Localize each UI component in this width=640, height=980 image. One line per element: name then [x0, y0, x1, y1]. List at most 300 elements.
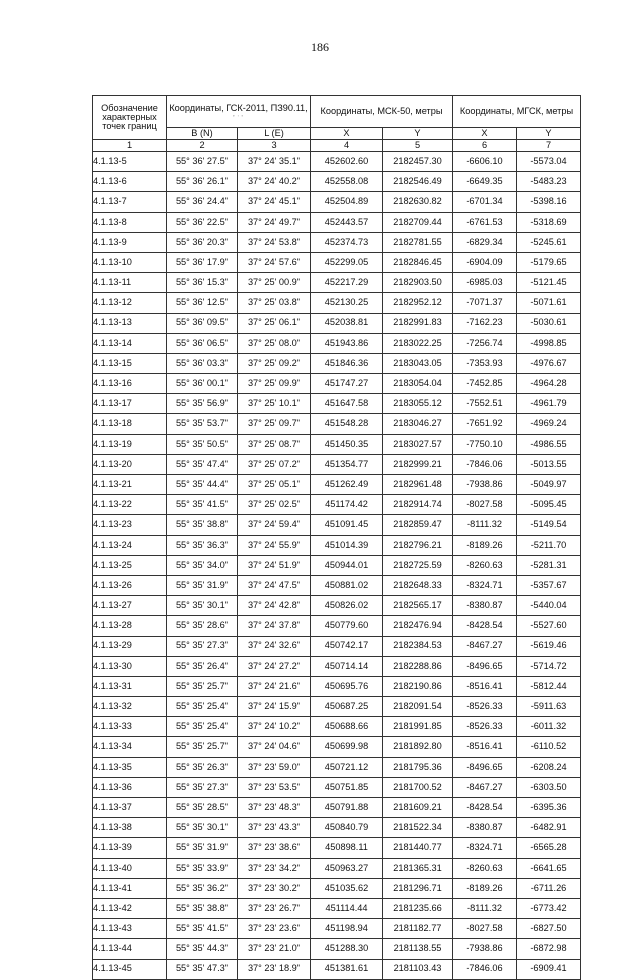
- msk-y-cell: 2181795.36: [383, 757, 453, 777]
- table-row: [93, 414, 581, 434]
- msk-y-cell: 2182781.55: [383, 232, 453, 252]
- mgsk-x-cell: -8467.27: [453, 777, 517, 797]
- table-row: [93, 596, 581, 616]
- longitude-cell: 37° 24' 15.9": [238, 697, 311, 717]
- latitude-cell: 55° 36' 24.4": [167, 192, 238, 212]
- point-id-cell: 4.1.13-42: [93, 898, 167, 918]
- latitude-cell: 55° 35' 47.4": [167, 454, 238, 474]
- msk-x-cell: 450695.76: [311, 676, 383, 696]
- latitude-cell: 55° 35' 25.4": [167, 697, 238, 717]
- msk-y-cell: 2182648.33: [383, 575, 453, 595]
- mgsk-x-cell: -8516.41: [453, 737, 517, 757]
- table-row: [93, 313, 581, 333]
- msk-y-cell: 2182546.49: [383, 172, 453, 192]
- mgsk-x-cell: -8260.63: [453, 555, 517, 575]
- mgsk-y-cell: -5121.45: [517, 273, 581, 293]
- table-row: [93, 374, 581, 394]
- point-id-cell: 4.1.13-39: [93, 838, 167, 858]
- page-number: 186: [311, 40, 329, 54]
- point-id-cell: 4.1.13-36: [93, 777, 167, 797]
- mgsk-y-cell: -5049.97: [517, 475, 581, 495]
- msk-x-cell: 452130.25: [311, 293, 383, 313]
- msk-x-cell: 450688.66: [311, 717, 383, 737]
- mgsk-y-cell: -5071.61: [517, 293, 581, 313]
- msk-y-cell: 2182288.86: [383, 656, 453, 676]
- table-row: [93, 777, 581, 797]
- msk-y-cell: 2182859.47: [383, 515, 453, 535]
- msk-y-cell: 2182476.94: [383, 616, 453, 636]
- longitude-cell: 37° 23' 34.2": [238, 858, 311, 878]
- mgsk-y-cell: -5281.31: [517, 555, 581, 575]
- point-id-cell: 4.1.13-41: [93, 878, 167, 898]
- mgsk-x-cell: -8324.71: [453, 575, 517, 595]
- mgsk-x-cell: -7452.85: [453, 374, 517, 394]
- msk-y-cell: 2182457.30: [383, 152, 453, 172]
- latitude-cell: 55° 36' 00.1": [167, 374, 238, 394]
- point-id-cell: 4.1.13-32: [93, 697, 167, 717]
- mgsk-x-cell: -8496.65: [453, 656, 517, 676]
- msk-y-cell: 2182796.21: [383, 535, 453, 555]
- point-id-cell: 4.1.13-29: [93, 636, 167, 656]
- table-row: [93, 515, 581, 535]
- msk-x-cell: 450751.85: [311, 777, 383, 797]
- msk-y-cell: 2182846.45: [383, 252, 453, 272]
- msk-y-cell: 2183027.57: [383, 434, 453, 454]
- latitude-cell: 55° 35' 25.7": [167, 737, 238, 757]
- header-designation-line-2: характерных: [102, 111, 157, 122]
- point-id-cell: 4.1.13-16: [93, 374, 167, 394]
- table-row: [93, 394, 581, 414]
- header-mgsk-title: Координаты, МГСК, метры: [459, 105, 574, 116]
- column-number: 1: [93, 140, 167, 152]
- mgsk-y-cell: -6482.91: [517, 818, 581, 838]
- mgsk-x-cell: -7938.86: [453, 475, 517, 495]
- point-id-cell: 4.1.13-35: [93, 757, 167, 777]
- column-number: 7: [517, 140, 581, 152]
- mgsk-y-cell: -4969.24: [517, 414, 581, 434]
- table-row: [93, 757, 581, 777]
- latitude-cell: 55° 35' 38.8": [167, 515, 238, 535]
- mgsk-y-cell: -5095.45: [517, 495, 581, 515]
- mgsk-x-cell: -7846.06: [453, 959, 517, 979]
- point-id-cell: 4.1.13-20: [93, 454, 167, 474]
- mgsk-x-cell: -8027.58: [453, 495, 517, 515]
- msk-x-cell: 452038.81: [311, 313, 383, 333]
- mgsk-y-cell: -6773.42: [517, 898, 581, 918]
- mgsk-x-cell: -8526.33: [453, 697, 517, 717]
- mgsk-x-cell: -7256.74: [453, 333, 517, 353]
- header-designation-line-1: Обозначение: [101, 102, 158, 113]
- mgsk-x-cell: -6761.53: [453, 212, 517, 232]
- longitude-cell: 37° 25' 08.0": [238, 333, 311, 353]
- mgsk-y-cell: -6303.50: [517, 777, 581, 797]
- header-gsk-units: ° ' ": [232, 113, 244, 119]
- header-gsk: [167, 96, 311, 128]
- latitude-cell: 55° 35' 34.0": [167, 555, 238, 575]
- table-row: [93, 919, 581, 939]
- latitude-cell: 55° 35' 44.3": [167, 939, 238, 959]
- point-id-cell: 4.1.13-22: [93, 495, 167, 515]
- table-row: [93, 434, 581, 454]
- mgsk-x-cell: -8324.71: [453, 838, 517, 858]
- mgsk-y-cell: -4976.67: [517, 353, 581, 373]
- table-row: [93, 535, 581, 555]
- point-id-cell: 4.1.13-12: [93, 293, 167, 313]
- latitude-cell: 55° 35' 36.3": [167, 535, 238, 555]
- mgsk-x-cell: -7938.86: [453, 939, 517, 959]
- latitude-cell: 55° 36' 15.3": [167, 273, 238, 293]
- msk-x-cell: 450742.17: [311, 636, 383, 656]
- msk-y-cell: 2181609.21: [383, 798, 453, 818]
- mgsk-y-cell: -6711.26: [517, 878, 581, 898]
- point-id-cell: 4.1.13-43: [93, 919, 167, 939]
- msk-x-cell: 450721.12: [311, 757, 383, 777]
- msk-x-cell: 451450.35: [311, 434, 383, 454]
- header-mgsk-y: Y: [517, 128, 581, 140]
- latitude-cell: 55° 35' 26.3": [167, 757, 238, 777]
- mgsk-x-cell: -8111.32: [453, 515, 517, 535]
- point-id-cell: 4.1.13-38: [93, 818, 167, 838]
- longitude-cell: 37° 24' 53.8": [238, 232, 311, 252]
- msk-x-cell: 452558.08: [311, 172, 383, 192]
- mgsk-y-cell: -6395.36: [517, 798, 581, 818]
- point-id-cell: 4.1.13-24: [93, 535, 167, 555]
- table-row: [93, 676, 581, 696]
- mgsk-x-cell: -8496.65: [453, 757, 517, 777]
- table-row: [93, 252, 581, 272]
- longitude-cell: 37° 24' 27.2": [238, 656, 311, 676]
- latitude-cell: 55° 35' 44.4": [167, 475, 238, 495]
- point-id-cell: 4.1.13-19: [93, 434, 167, 454]
- table-row: [93, 717, 581, 737]
- longitude-cell: 37° 23' 30.2": [238, 878, 311, 898]
- msk-y-cell: 2181103.43: [383, 959, 453, 979]
- latitude-cell: 55° 36' 22.5": [167, 212, 238, 232]
- mgsk-y-cell: -4961.79: [517, 394, 581, 414]
- latitude-cell: 55° 35' 27.3": [167, 777, 238, 797]
- longitude-cell: 37° 25' 05.1": [238, 475, 311, 495]
- msk-x-cell: 450826.02: [311, 596, 383, 616]
- point-id-cell: 4.1.13-37: [93, 798, 167, 818]
- msk-y-cell: 2183046.27: [383, 414, 453, 434]
- mgsk-x-cell: -8189.26: [453, 878, 517, 898]
- table-row: [93, 152, 581, 172]
- msk-y-cell: 2181365.31: [383, 858, 453, 878]
- longitude-cell: 37° 25' 10.1": [238, 394, 311, 414]
- msk-x-cell: 451174.42: [311, 495, 383, 515]
- header-gsk-title: Координаты, ГСК-2011, ПЗ90.11,: [169, 103, 308, 114]
- table-row: [93, 475, 581, 495]
- mgsk-x-cell: -8526.33: [453, 717, 517, 737]
- msk-x-cell: 451014.39: [311, 535, 383, 555]
- longitude-cell: 37° 25' 06.1": [238, 313, 311, 333]
- msk-x-cell: 451035.62: [311, 878, 383, 898]
- mgsk-y-cell: -5030.61: [517, 313, 581, 333]
- msk-x-cell: 450840.79: [311, 818, 383, 838]
- latitude-cell: 55° 35' 36.2": [167, 878, 238, 898]
- table-row: [93, 939, 581, 959]
- latitude-cell: 55° 35' 25.4": [167, 717, 238, 737]
- point-id-cell: 4.1.13-15: [93, 353, 167, 373]
- msk-y-cell: 2182709.44: [383, 212, 453, 232]
- longitude-cell: 37° 25' 09.7": [238, 414, 311, 434]
- longitude-cell: 37° 23' 21.0": [238, 939, 311, 959]
- msk-y-cell: 2181700.52: [383, 777, 453, 797]
- table-row: [93, 333, 581, 353]
- mgsk-y-cell: -6110.52: [517, 737, 581, 757]
- msk-x-cell: 450898.11: [311, 838, 383, 858]
- table-row: [93, 656, 581, 676]
- table-row: [93, 898, 581, 918]
- header-msk-y: Y: [383, 128, 453, 140]
- mgsk-y-cell: -5149.54: [517, 515, 581, 535]
- table-row: [93, 697, 581, 717]
- column-number: 6: [453, 140, 517, 152]
- table-row: [93, 959, 581, 979]
- table-row: [93, 737, 581, 757]
- msk-y-cell: 2182914.74: [383, 495, 453, 515]
- table-row: [93, 273, 581, 293]
- latitude-cell: 55° 36' 26.1": [167, 172, 238, 192]
- mgsk-x-cell: -6904.09: [453, 252, 517, 272]
- column-number: 3: [238, 140, 311, 152]
- mgsk-y-cell: -4964.28: [517, 374, 581, 394]
- msk-x-cell: 451846.36: [311, 353, 383, 373]
- longitude-cell: 37° 25' 03.8": [238, 293, 311, 313]
- msk-x-cell: 450963.27: [311, 858, 383, 878]
- mgsk-y-cell: -6011.32: [517, 717, 581, 737]
- msk-x-cell: 451381.61: [311, 959, 383, 979]
- msk-y-cell: 2181138.55: [383, 939, 453, 959]
- latitude-cell: 55° 36' 06.5": [167, 333, 238, 353]
- table-row: [93, 878, 581, 898]
- latitude-cell: 55° 35' 41.5": [167, 495, 238, 515]
- mgsk-y-cell: -5527.60: [517, 616, 581, 636]
- table-row: [93, 616, 581, 636]
- header-msk: [311, 96, 453, 128]
- latitude-cell: 55° 35' 27.3": [167, 636, 238, 656]
- point-id-cell: 4.1.13-11: [93, 273, 167, 293]
- mgsk-x-cell: -7846.06: [453, 454, 517, 474]
- column-number: 5: [383, 140, 453, 152]
- table-row: [93, 818, 581, 838]
- msk-y-cell: 2181440.77: [383, 838, 453, 858]
- longitude-cell: 37° 24' 57.6": [238, 252, 311, 272]
- header-lat-b: B (N): [167, 128, 238, 140]
- mgsk-x-cell: -7162.23: [453, 313, 517, 333]
- longitude-cell: 37° 24' 04.6": [238, 737, 311, 757]
- latitude-cell: 55° 36' 09.5": [167, 313, 238, 333]
- longitude-cell: 37° 24' 59.4": [238, 515, 311, 535]
- point-id-cell: 4.1.13-14: [93, 333, 167, 353]
- mgsk-y-cell: -5812.44: [517, 676, 581, 696]
- msk-y-cell: 2182725.59: [383, 555, 453, 575]
- table-row: [93, 212, 581, 232]
- msk-x-cell: 450791.88: [311, 798, 383, 818]
- mgsk-x-cell: -8189.26: [453, 535, 517, 555]
- point-id-cell: 4.1.13-30: [93, 656, 167, 676]
- point-id-cell: 4.1.13-26: [93, 575, 167, 595]
- mgsk-y-cell: -4986.55: [517, 434, 581, 454]
- mgsk-x-cell: -8516.41: [453, 676, 517, 696]
- longitude-cell: 37° 23' 53.5": [238, 777, 311, 797]
- column-number: 4: [311, 140, 383, 152]
- point-id-cell: 4.1.13-13: [93, 313, 167, 333]
- msk-x-cell: 450779.60: [311, 616, 383, 636]
- latitude-cell: 55° 35' 25.7": [167, 676, 238, 696]
- point-id-cell: 4.1.13-28: [93, 616, 167, 636]
- latitude-cell: 55° 35' 31.9": [167, 838, 238, 858]
- table-row: [93, 293, 581, 313]
- latitude-cell: 55° 36' 17.9": [167, 252, 238, 272]
- mgsk-y-cell: -5179.65: [517, 252, 581, 272]
- longitude-cell: 37° 24' 37.8": [238, 616, 311, 636]
- msk-y-cell: 2181235.66: [383, 898, 453, 918]
- msk-x-cell: 450944.01: [311, 555, 383, 575]
- msk-y-cell: 2183043.05: [383, 353, 453, 373]
- latitude-cell: 55° 36' 27.5": [167, 152, 238, 172]
- header-msk-x: X: [311, 128, 383, 140]
- header-msk-title: Координаты, МСК-50, метры: [320, 105, 443, 116]
- mgsk-x-cell: -8260.63: [453, 858, 517, 878]
- msk-x-cell: 452602.60: [311, 152, 383, 172]
- mgsk-x-cell: -8380.87: [453, 596, 517, 616]
- longitude-cell: 37° 23' 26.7": [238, 898, 311, 918]
- longitude-cell: 37° 23' 43.3": [238, 818, 311, 838]
- msk-y-cell: 2182630.82: [383, 192, 453, 212]
- table-row: [93, 636, 581, 656]
- mgsk-y-cell: -5440.04: [517, 596, 581, 616]
- table-row: [93, 555, 581, 575]
- point-id-cell: 4.1.13-44: [93, 939, 167, 959]
- mgsk-y-cell: -5357.67: [517, 575, 581, 595]
- msk-x-cell: 450687.25: [311, 697, 383, 717]
- latitude-cell: 55° 35' 31.9": [167, 575, 238, 595]
- table-row: [93, 454, 581, 474]
- point-id-cell: 4.1.13-8: [93, 212, 167, 232]
- header-mgsk-x: X: [453, 128, 517, 140]
- mgsk-y-cell: -6872.98: [517, 939, 581, 959]
- table-row: [93, 353, 581, 373]
- msk-y-cell: 2182565.17: [383, 596, 453, 616]
- header-designation: [93, 96, 167, 140]
- mgsk-x-cell: -7651.92: [453, 414, 517, 434]
- latitude-cell: 55° 35' 30.1": [167, 596, 238, 616]
- longitude-cell: 37° 24' 49.7": [238, 212, 311, 232]
- table-row: [93, 838, 581, 858]
- header-lon-l: L (E): [238, 128, 311, 140]
- longitude-cell: 37° 24' 40.2": [238, 172, 311, 192]
- latitude-cell: 55° 35' 56.9": [167, 394, 238, 414]
- table-row: [93, 495, 581, 515]
- latitude-cell: 55° 36' 20.3": [167, 232, 238, 252]
- point-id-cell: 4.1.13-17: [93, 394, 167, 414]
- mgsk-x-cell: -6701.34: [453, 192, 517, 212]
- mgsk-x-cell: -6649.35: [453, 172, 517, 192]
- mgsk-x-cell: -8467.27: [453, 636, 517, 656]
- longitude-cell: 37° 24' 42.8": [238, 596, 311, 616]
- mgsk-y-cell: -5398.16: [517, 192, 581, 212]
- longitude-cell: 37° 24' 10.2": [238, 717, 311, 737]
- point-id-cell: 4.1.13-31: [93, 676, 167, 696]
- latitude-cell: 55° 35' 38.8": [167, 898, 238, 918]
- mgsk-x-cell: -6829.34: [453, 232, 517, 252]
- msk-y-cell: 2182961.48: [383, 475, 453, 495]
- mgsk-y-cell: -5013.55: [517, 454, 581, 474]
- point-id-cell: 4.1.13-40: [93, 858, 167, 878]
- msk-y-cell: 2182384.53: [383, 636, 453, 656]
- msk-y-cell: 2182190.86: [383, 676, 453, 696]
- longitude-cell: 37° 25' 09.2": [238, 353, 311, 373]
- longitude-cell: 37° 23' 48.3": [238, 798, 311, 818]
- point-id-cell: 4.1.13-45: [93, 959, 167, 979]
- msk-y-cell: 2181892.80: [383, 737, 453, 757]
- header-designation-line-3: точек границ: [102, 121, 157, 132]
- latitude-cell: 55° 35' 50.5": [167, 434, 238, 454]
- msk-x-cell: 452217.29: [311, 273, 383, 293]
- longitude-cell: 37° 24' 21.6": [238, 676, 311, 696]
- longitude-cell: 37° 25' 02.5": [238, 495, 311, 515]
- mgsk-y-cell: -5483.23: [517, 172, 581, 192]
- latitude-cell: 55° 35' 53.7": [167, 414, 238, 434]
- latitude-cell: 55° 35' 47.3": [167, 959, 238, 979]
- latitude-cell: 55° 35' 28.6": [167, 616, 238, 636]
- mgsk-x-cell: -7353.93: [453, 353, 517, 373]
- mgsk-y-cell: -5318.69: [517, 212, 581, 232]
- point-id-cell: 4.1.13-18: [93, 414, 167, 434]
- longitude-cell: 37° 25' 00.9": [238, 273, 311, 293]
- msk-x-cell: 450881.02: [311, 575, 383, 595]
- point-id-cell: 4.1.13-9: [93, 232, 167, 252]
- mgsk-x-cell: -8428.54: [453, 616, 517, 636]
- msk-x-cell: 452374.73: [311, 232, 383, 252]
- latitude-cell: 55° 35' 33.9": [167, 858, 238, 878]
- mgsk-x-cell: -7552.51: [453, 394, 517, 414]
- msk-y-cell: 2183022.25: [383, 333, 453, 353]
- msk-x-cell: 451114.44: [311, 898, 383, 918]
- longitude-cell: 37° 23' 38.6": [238, 838, 311, 858]
- table-row: [93, 798, 581, 818]
- msk-y-cell: 2181991.85: [383, 717, 453, 737]
- msk-y-cell: 2183055.12: [383, 394, 453, 414]
- mgsk-x-cell: -6606.10: [453, 152, 517, 172]
- mgsk-y-cell: -5573.04: [517, 152, 581, 172]
- mgsk-y-cell: -5911.63: [517, 697, 581, 717]
- longitude-cell: 37° 23' 59.0": [238, 757, 311, 777]
- msk-y-cell: 2181522.34: [383, 818, 453, 838]
- longitude-cell: 37° 24' 32.6": [238, 636, 311, 656]
- mgsk-x-cell: -6985.03: [453, 273, 517, 293]
- msk-y-cell: 2181182.77: [383, 919, 453, 939]
- longitude-cell: 37° 23' 18.9": [238, 959, 311, 979]
- msk-x-cell: 451091.45: [311, 515, 383, 535]
- mgsk-y-cell: -6909.41: [517, 959, 581, 979]
- msk-y-cell: 2182091.54: [383, 697, 453, 717]
- mgsk-y-cell: -5619.46: [517, 636, 581, 656]
- msk-y-cell: 2182903.50: [383, 273, 453, 293]
- point-id-cell: 4.1.13-25: [93, 555, 167, 575]
- mgsk-x-cell: -8428.54: [453, 798, 517, 818]
- mgsk-y-cell: -6641.65: [517, 858, 581, 878]
- msk-x-cell: 451354.77: [311, 454, 383, 474]
- msk-y-cell: 2182999.21: [383, 454, 453, 474]
- msk-x-cell: 451943.86: [311, 333, 383, 353]
- msk-x-cell: 451548.28: [311, 414, 383, 434]
- msk-x-cell: 452443.57: [311, 212, 383, 232]
- longitude-cell: 37° 24' 51.9": [238, 555, 311, 575]
- mgsk-y-cell: -5714.72: [517, 656, 581, 676]
- mgsk-y-cell: -6565.28: [517, 838, 581, 858]
